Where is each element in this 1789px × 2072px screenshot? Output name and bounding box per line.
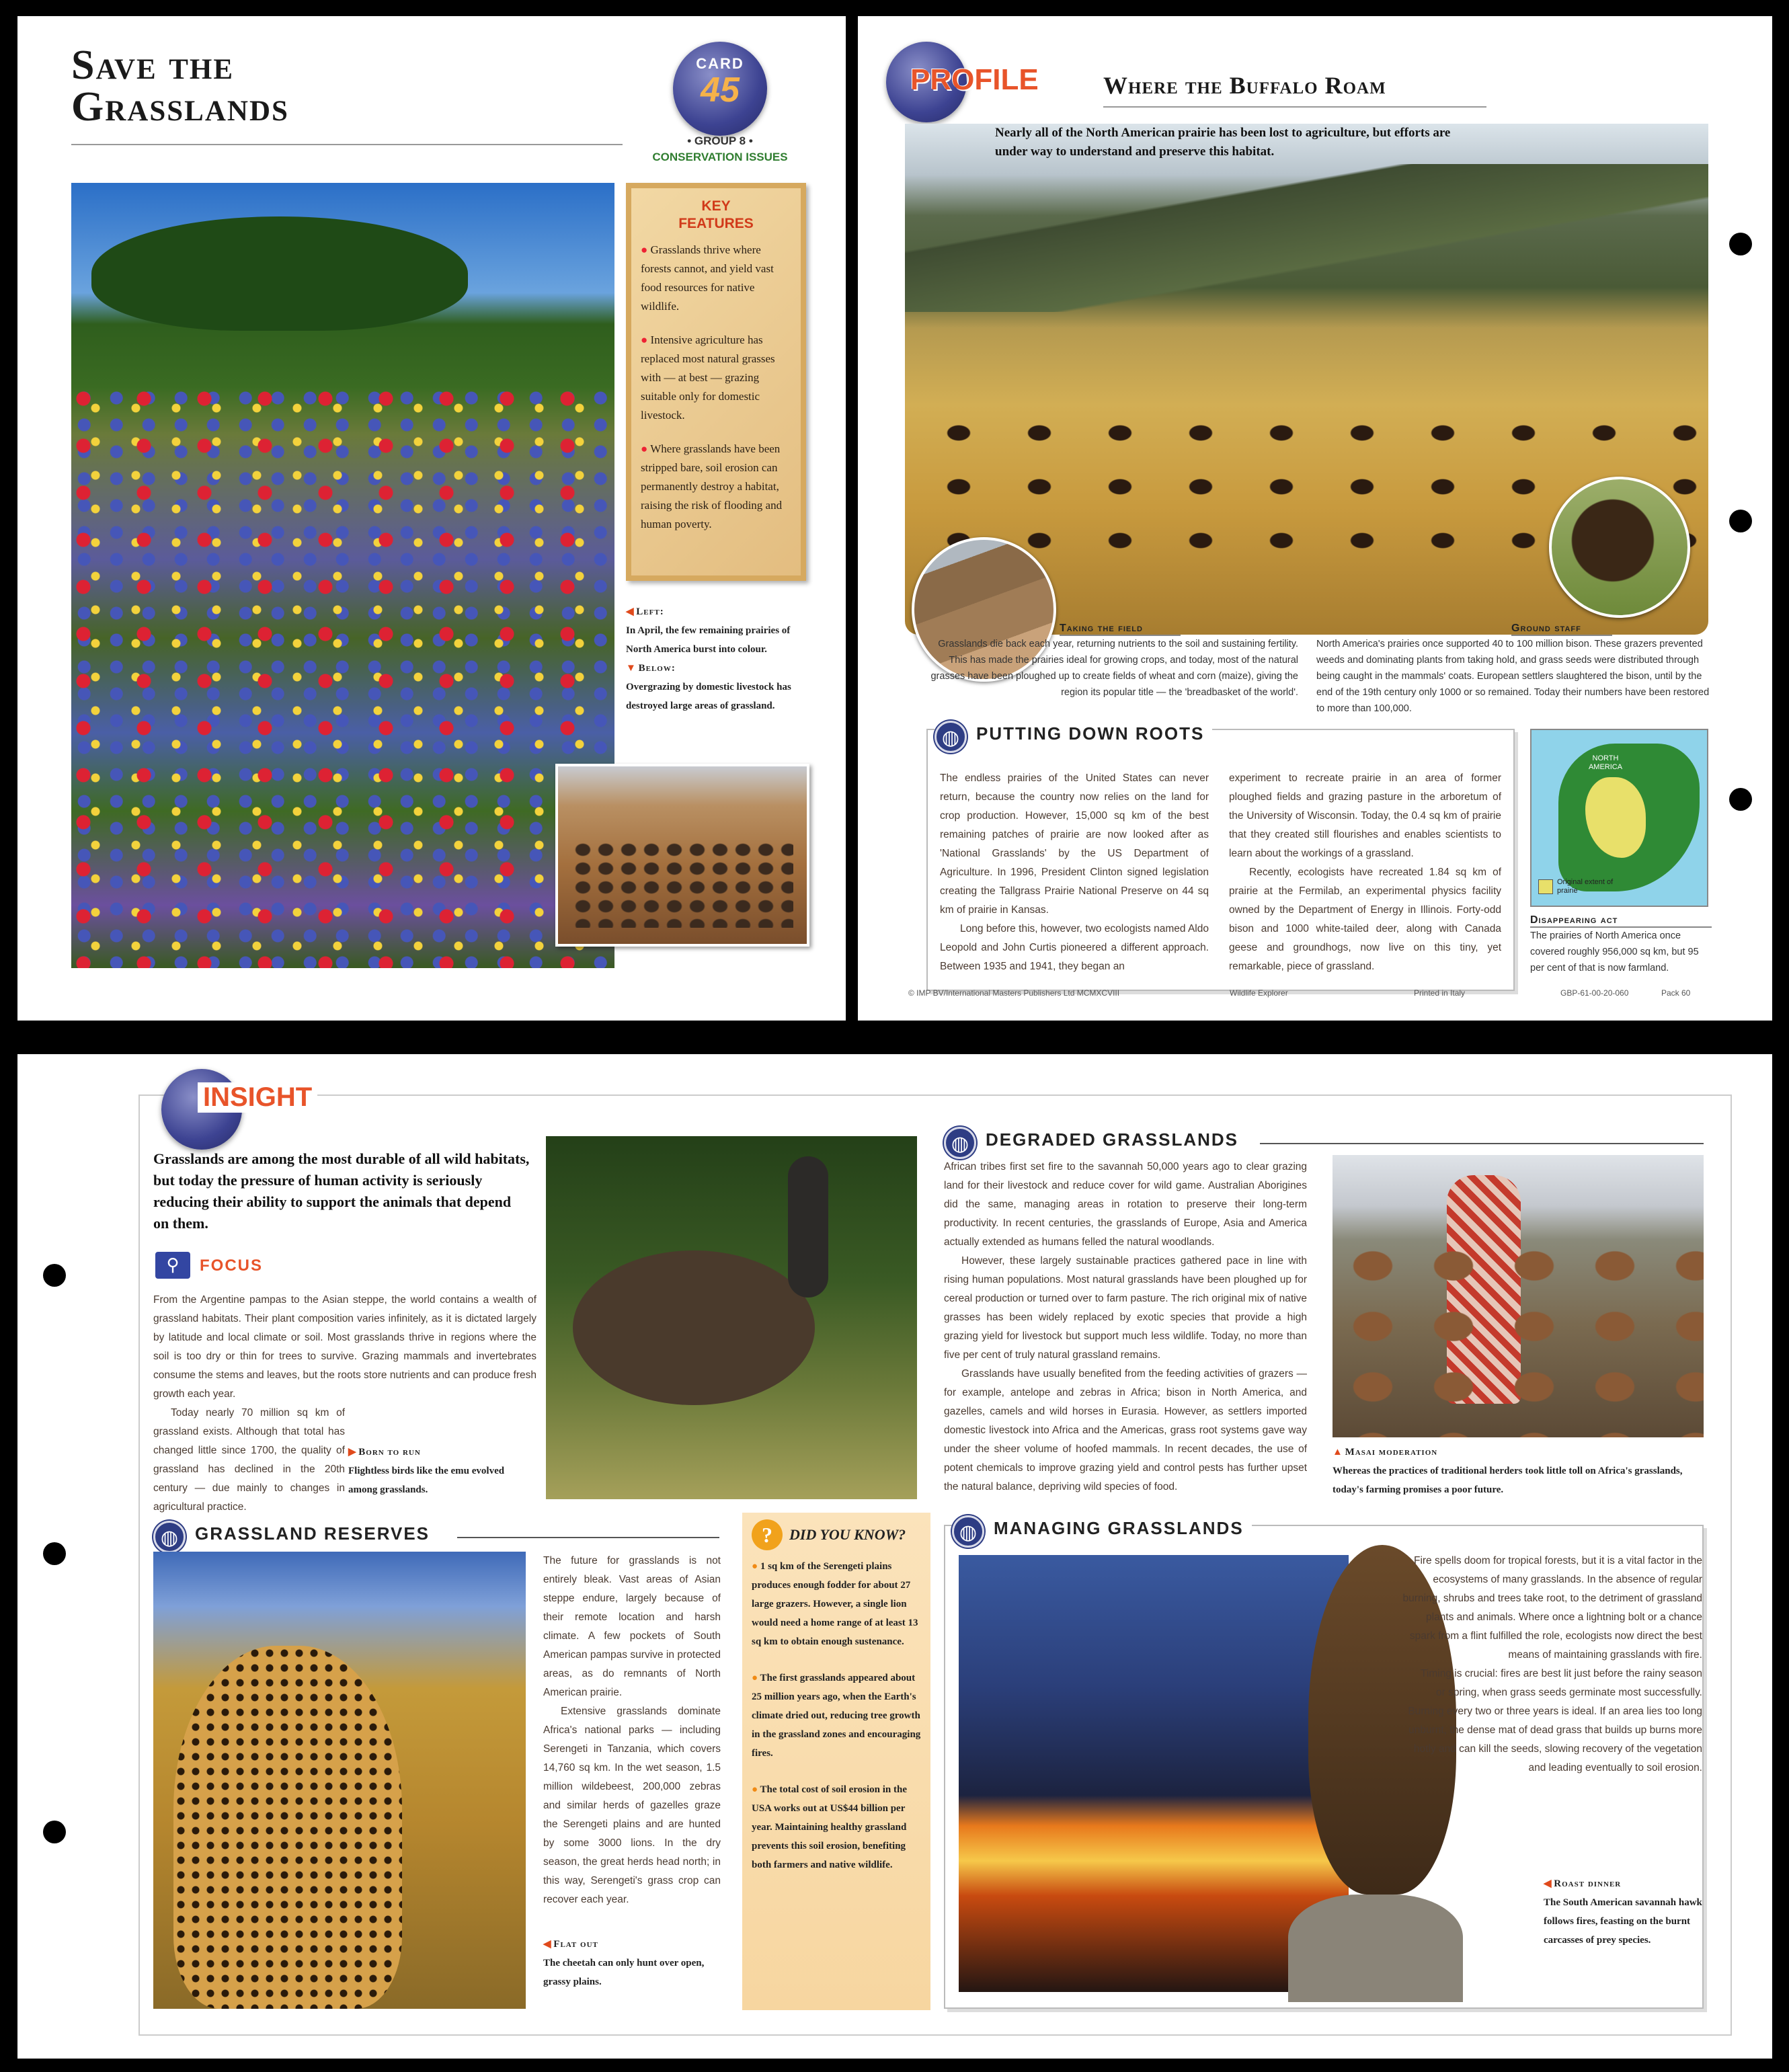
right-arrow-icon: ▶: [348, 1447, 356, 1458]
binder-hole: [43, 1821, 66, 1843]
focus-text-continued: Today nearly 70 million sq km of grassland exists. Although that total has changed little since 1700, the quality of grassland has declined in the 20th century — due mainly to changes in agricultural practice.: [153, 1407, 345, 1513]
did-you-know-panel: [742, 1513, 930, 2010]
degraded-heading: ◍ DEGRADED GRASSLANDS: [944, 1127, 1710, 1159]
globe-icon: ◍: [944, 1127, 976, 1159]
insight-label: INSIGHT: [198, 1082, 317, 1113]
emu-body: [573, 1250, 815, 1405]
emu-neck: [788, 1156, 828, 1298]
fact-item: ● 1 sq km of the Serengeti plains produces enough fodder for about 27 large grazers. However, a single lion would need a home range of at least 13 sq km to obtain enough sustenance.: [752, 1561, 918, 1647]
legend-swatch: [1538, 879, 1553, 894]
disappearing-act-caption: Disappearing act The prairies of North America once covered roughly 956,000 sq km, but 95 per cent of that is now farmland.: [1530, 914, 1712, 976]
title-rule: [71, 144, 623, 145]
map-label: NORTH AMERICA: [1588, 754, 1623, 771]
page-title: Save the Grasslands: [71, 42, 289, 130]
flower-field-texture: [71, 385, 614, 968]
cheetah-body: [173, 1646, 402, 2009]
insight-intro: Grasslands are among the most durable of all wild habitats, but today the pressure of human activity is seriously reducing their ability to support the animals that depend on them.: [153, 1150, 530, 1232]
focus-heading: ⚲ FOCUS: [155, 1252, 263, 1279]
bullet-icon: ●: [752, 1784, 758, 1795]
mountain-range: [905, 164, 1708, 312]
heading-rule: [457, 1537, 719, 1538]
degraded-text: African tribes first set fire to the savannah 50,000 years ago to clear grazing land for their livestock and reduce cover for wild game. Australian Aborigines did the same, managing areas in rotation to preserve their long-term productivity. In recent centuries, the grasslands of Europe, Asia and America actually extended as humans felled the natural woodlands. However, these largely sustainable practices gathered pace in line with rising human populations. Most natural grasslands have been ploughed up for cereal production or turned over to farm pasture. The rich original mix of native grasses has been widely replaced by exotic species that provide a high grazing yield for livestock but support much less wildlife. Today, no more than five per cent of truly natural grassland remains. Grasslands have usually benefited from the feeding activities of grazers — for example, antelope and zebras in Africa; bison in North America, and gazelles, camels and wild horses in Eurasia. However, as settlers imported domestic livestock into Africa and the Americas, grass root systems gave way under the sheer volume of hoofed mammals. In recent decades, the use of potent chemicals to improve grazing yield and control pests has further upset the natural balance, depriving wild species of food.: [944, 1161, 1307, 1492]
key-feature-item: ● Grasslands thrive where forests cannot, and yield vast food resources for native wildlife.: [641, 243, 774, 313]
emu-caption: ▶ Born to run Flightless birds like the emu evolved among grasslands.: [348, 1447, 505, 1495]
emu-photo: [546, 1136, 917, 1499]
putting-down-roots-panel: ◍ PUTTING DOWN ROOTS The endless prairies of the United States can never return, because the country now relies on the land for crop production. However, 15,000 sq km of the best remaining patches of prairie are now looked after as 'National Grasslands' by the US Department of Agriculture. In 1996, President Clinton signed legislation creating the Tallgrass Prairie National Preserve on 44 sq km of prairie in Kansas. Long before this, however, two ecologists named Aldo Leopold and John Curtis pioneered a different approach. Between 1935 and 1941, they began an experiment to recreate prairie in an area of former ploughed fields and grazing pasture in the arboretum of the University of Wisconsin. Today, the 0.4 sq km of prairie that they created still flourishes and enables scientists to learn about the workings of a grassland. Recently, ecologists have recreated 1.84 sq km of prairie at the Fermilab, an experimental physics facility owned by the Department of Energy in Illinois. Forty-odd bison and 1000 white-tailed deer, along with Canada geese and groundhogs, now live on this tiny, yet remarkable, piece of grassland.: [926, 729, 1515, 991]
livestock-photo: [555, 764, 809, 947]
binder-hole: [1729, 788, 1752, 811]
fact-item: ● The total cost of soil erosion in the USA works out at US$44 billion per year. Maintaining healthy grassland prevents this soil erosion, benefiting both farmers and native wildlife.: [752, 1784, 908, 1870]
cheetah-caption: ◀ Flat out The cheetah can only hunt over open, grassy plains.: [543, 1939, 705, 1987]
reserves-heading: ◍ GRASSLAND RESERVES: [153, 1521, 530, 1553]
profile-label: PROFILE: [910, 63, 1039, 96]
prairie-map: [1530, 729, 1708, 907]
key-features-heading: KEY FEATURES: [678, 198, 754, 231]
fold-divider: [846, 16, 858, 1021]
bullet-icon: ●: [641, 243, 648, 256]
globe-icon: ◍: [952, 1515, 984, 1548]
left-arrow-icon: ◀: [543, 1939, 551, 1950]
bullet-icon: ●: [752, 1561, 758, 1572]
prairie-flowers-photo: [71, 183, 614, 968]
cheetah-photo: [153, 1552, 526, 2009]
down-arrow-icon: ▼: [626, 663, 636, 674]
tree-canopy: [91, 216, 468, 331]
heading-rule: [1260, 1143, 1704, 1144]
roots-column-2: experiment to recreate prairie in an area of former ploughed fields and grazing pasture in the arboretum of the University of Wisconsin. Today, the 0.4 sq km of prairie that they created still flourishes and enables scientists to learn about the workings of a grassland. Recently, ecologists have recreated 1.84 sq km of prairie at the Fermilab, an experimental physics facility owned by the Department of Energy in Illinois. Forty-odd bison and 1000 white-tailed deer, along with Canada geese and groundhogs, now live on this tiny, yet remarkable, piece of grassland.: [1229, 772, 1501, 972]
fact-item: ● The first grasslands appeared about 25 million years ago, when the Earth's climate dried out, reducing tree growth in the grassland zones and encouraging fires.: [752, 1673, 921, 1759]
bullet-icon: ●: [641, 442, 648, 455]
masai-herder-photo: [1333, 1155, 1704, 1437]
group-label: • GROUP 8 •: [687, 134, 753, 147]
up-arrow-icon: ▲: [1333, 1447, 1343, 1458]
profile-title: Where the Buffalo Roam: [1103, 72, 1386, 99]
bison-inset: [1549, 477, 1690, 618]
left-arrow-icon: ◀: [1544, 1878, 1552, 1889]
left-arrow-icon: ◀: [626, 606, 634, 617]
globe-icon: ◍: [935, 721, 967, 753]
roots-column-1: The endless prairies of the United States can never return, because the country now relies on the land for crop production. However, 15,000 sq km of the best remaining patches of prairie are now looked after as 'National Grasslands' by the US Department of Agriculture. In 1996, President Clinton signed legislation creating the Tallgrass Prairie National Preserve on 44 sq km of prairie in Kansas. Long before this, however, two ecologists named Aldo Leopold and John Curtis pioneered a different approach. Between 1935 and 1941, they began an: [940, 772, 1209, 972]
magnifier-icon: ⚲: [155, 1252, 190, 1279]
key-feature-item: ● Where grasslands have been stripped bare, soil erosion can permanently destroy a habitat, raising the risk of flooding and human poverty.: [641, 442, 783, 530]
managing-text: Fire spells doom for tropical forests, but it is a vital factor in the ecosystems of many grasslands. In the absence of regular burning, shrubs and trees take root, to the detriment of grassland plants and animals. Where once a lightning bolt or a chance spark from a flint fulfilled the role, ecologists now direct the best means of maintaining grasslands with fire. Timing is crucial: fires are best lit just before the rainy season or spring, when grass seeds germinate most successfully. Burning every two or three years is ideal. If an area lies too long unburnt, the dense mat of dead grass that builds up burns more hotly and can kill the seeds, slowing recovery of the vegetation and leading eventually to soil erosion.: [1402, 1555, 1702, 1774]
card-badge: CARD 45: [673, 42, 767, 136]
binder-hole: [43, 1264, 66, 1287]
group-name: CONSERVATION ISSUES: [652, 151, 788, 163]
profile-title-rule: [1103, 106, 1486, 108]
managing-heading: ◍ MANAGING GRASSLANDS: [952, 1515, 1252, 1548]
globe-icon: ◍: [153, 1521, 186, 1553]
did-you-know-heading: ? DID YOU KNOW?: [752, 1519, 921, 1550]
hawk-caption: ◀ Roast dinner The South American savannah hawk follows fires, feasting on the burnt carcasses of prey species.: [1544, 1878, 1702, 1946]
binder-hole: [1729, 510, 1752, 532]
back-card: [17, 1054, 1772, 2059]
cattle-group: [1333, 1236, 1704, 1437]
question-icon: ?: [752, 1519, 783, 1550]
front-card: Save the Grasslands CARD 45 • GROUP 8 • CONSERVATION ISSUES KEY FEATURES ● Grasslands thrive where forests cannot, and yield vast food resources for native wildlife. ● Intensive agriculture has replaced most natural grasses with — at best — grazing suitable only for domestic livestock. ● Where grasslands have been stripped bare, soil erosion can permanently destroy a habitat, raising the risk of flooding and human poverty. ◀ Left: In April, the few remaining prairies of North America burst into colour. ▼ Below: Overgrazing by domestic livestock has destroyed large areas of grassland. PROFILE Where the Buffalo Roam Nearly all of the North American prairie has been lost to agriculture, but efforts are under way to understand and preserve this habitat. Taking the field Grasslands die back each year, returning nutrients to the soil and sustaining fertility. This has made the prairies ideal for growing crops, and today, most of the natural grasses have been ploughed up to create fields of wheat and corn (maize), giving the region its popular title — the 'breadbasket of the world'. Ground staff North America's prairies once supported 40 to 100 million bison. These grazers prevented weeds and dominating plants from taking hold, and grass seeds were distributed through being caught in the mammals' coats. European settlers slaughtered the bison, until by the end of the 19th century only 1000 or so remained. Today their numbers have been restored to more than 100,000. ◍ PUTTING DOWN ROOTS The endless prairies of the United States can never return, because the country now relies on the land for crop production. However, 15,000 sq km of the best remaining patches of prairie are now looked after as 'National Grasslands' by the US Department of Agriculture. In 1996, President Clinton signed legislation creating the Tallgrass Prairie National Preserve on 44 sq km of prairie in Kansas. Long before this, however, two ecologists named Aldo Leopold and John Curtis pioneered a different approach. Between 1935 and 1941, they began an experiment to recreate prairie in an area of former ploughed fields and grazing pasture in the arboretum of the University of Wisconsin. Today, the 0.4 sq km of prairie that they created still flourishes and enables scientists to learn about the workings of a grassland. Recently, ecologists have recreated 1.84 sq km of prairie at the Fermilab, an experimental physics facility owned by the Department of Energy in Illinois. Forty-odd bison and 1000 white-tailed deer, along with Canada geese and groundhogs, now live on this tiny, yet remarkable, piece of grassland. NORTH AMERICA Original extent of prairie Disappearing act The prairies of North America once covered roughly 956,000 sq km, but 95 per cent of that is now farmland. © IMP BV/International Masters Publishers Ltd MCMXCVIII Wildlife Explorer Printed in Italy GBP-61-00-20-060 Pack 60: [17, 16, 1772, 1021]
profile-intro: Nearly all of the North American prairie has been lost to agriculture, but efforts are under way to understand and preserve this habitat.: [995, 126, 1451, 159]
bullet-icon: ●: [641, 333, 648, 346]
focus-text: From the Argentine pampas to the Asian steppe, the world contains a wealth of grassland habitats. Their plant composition varies infinitely, as it is dictated largely by latitude and local climate or soil. Most grasslands thrive in regions where the soil is too dry or thin for trees to survive. Grazing mammals and invertebrates consume the stems and leaves, but the roots store nutrients and can produce fresh growth each year.: [153, 1294, 536, 1400]
cattle-herd: [571, 840, 793, 928]
taking-the-field-caption: Taking the field Grasslands die back each year, returning nutrients to the soil and sustaining fertility. This has made the prairies ideal for growing crops, and today, most of the natural grasses have been ploughed up to create fields of wheat and corn (maize), giving the region its popular title — the 'breadbasket of the world'.: [930, 623, 1298, 698]
binder-hole: [43, 1542, 66, 1565]
reserves-text: The future for grasslands is not entirely bleak. Vast areas of Asian steppe endure, largely because of their remote location and harsh climate. A few pockets of South American pampas survive in protected areas, as do remnants of North American prairie. Extensive grasslands dominate Africa's national parks — including Serengeti in Tanzania, which covers 14,760 sq km. In the wet season, 1.5 million wildebeest, 200,000 zebras and similar herds of gazelles graze the Serengeti plains and are hunted by some 3000 lions. In the dry season, the great herds head north; in this way, Serengeti's grass crop can recover each year.: [543, 1555, 721, 1905]
bullet-icon: ●: [752, 1673, 758, 1683]
termite-mound: [1288, 1895, 1463, 2002]
binder-hole: [1729, 233, 1752, 255]
legend-text: Original extent of prairie: [1557, 878, 1614, 895]
photo-captions: ◀ Left: In April, the few remaining prairies of North America burst into colour. ▼ Below: Overgrazing by domestic livestock has destroyed large areas of grassland.: [626, 606, 791, 711]
key-feature-item: ● Intensive agriculture has replaced most natural grasses with — at best — grazing suitable only for domestic livestock.: [641, 333, 775, 422]
ground-staff-caption: Ground staff North America's prairies once supported 40 to 100 million bison. These grazers prevented weeds and dominating plants from taking hold, and grass seeds were distributed through being caught in the mammals' coats. European settlers slaughtered the bison, until by the end of the 19th century only 1000 or so remained. Today their numbers have been restored to more than 100,000.: [1316, 623, 1710, 714]
key-features-panel: [626, 183, 806, 581]
masai-caption: ▲ Masai moderation Whereas the practices of traditional herders took little toll on Africa's grasslands, today's farming promises a poor future.: [1333, 1447, 1683, 1495]
